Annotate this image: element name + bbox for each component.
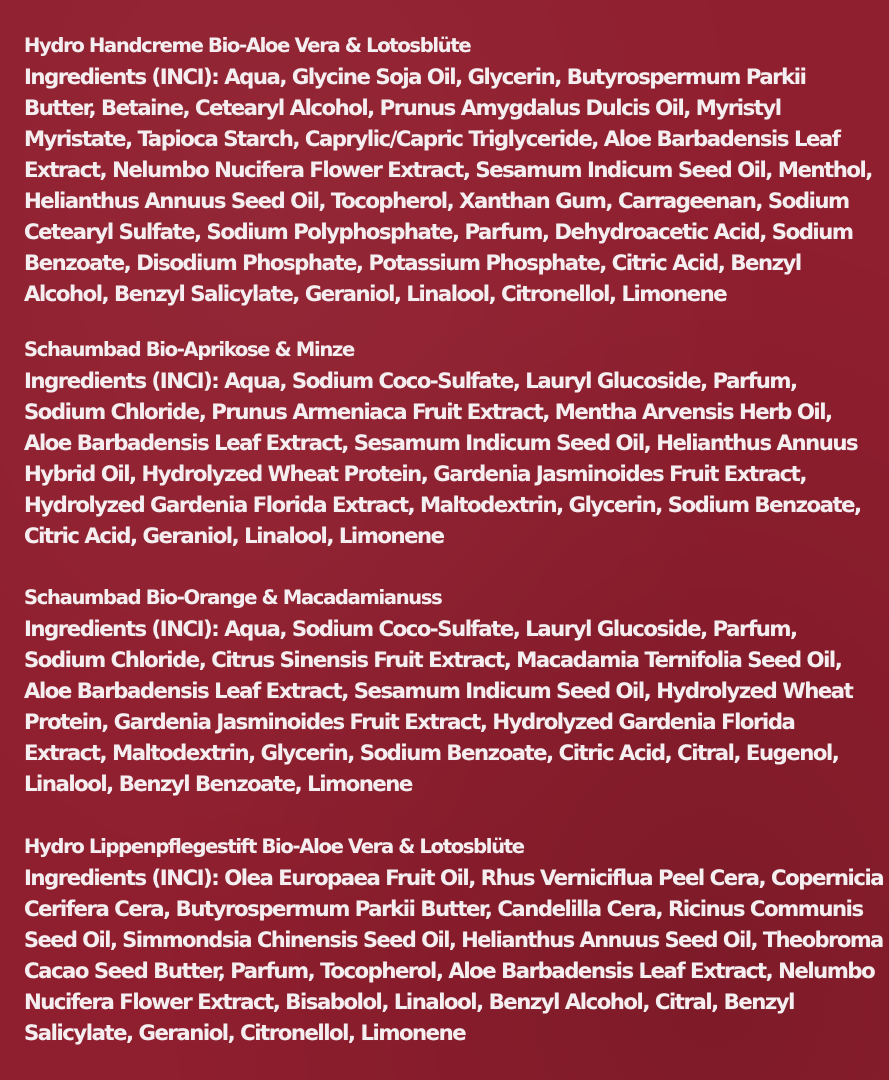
product-title: Schaumbad Bio-Orange & Macadamianuss bbox=[24, 586, 442, 609]
ingredients-line: Cetearyl Sulfate, Sodium Polyphosphate, Parfum, Dehydroacetic Acid, Sodium bbox=[24, 219, 853, 244]
ingredients-line: Aloe Barbadensis Leaf Extract, Sesamum Indicum Seed Oil, Hydrolyzed Wheat bbox=[24, 678, 853, 703]
product-title: Hydro Lippenpflegestift Bio-Aloe Vera & Lotosblüte bbox=[24, 835, 524, 858]
ingredients-line: Cerifera Cera, Butyrospermum Parkii Butter, Candelilla Cera, Ricinus Communis bbox=[24, 896, 863, 921]
ingredients-line: Alcohol, Benzyl Salicylate, Geraniol, Linalool, Citronellol, Limonene bbox=[24, 281, 727, 306]
ingredients-line: Ingredients (INCI): Olea Europaea Fruit Oil, Rhus Verniciflua Peel Cera, Copernicia bbox=[24, 865, 884, 890]
ingredients-line: Helianthus Annuus Seed Oil, Tocopherol, Xanthan Gum, Carrageenan, Sodium bbox=[24, 188, 849, 213]
ingredients-line: Benzoate, Disodium Phosphate, Potassium Phosphate, Citric Acid, Benzyl bbox=[24, 250, 801, 275]
ingredients-line: Citric Acid, Geraniol, Linalool, Limonene bbox=[24, 523, 444, 548]
ingredients-line: Aloe Barbadensis Leaf Extract, Sesamum Indicum Seed Oil, Helianthus Annuus bbox=[24, 430, 858, 455]
ingredients-line: Cacao Seed Butter, Parfum, Tocopherol, Aloe Barbadensis Leaf Extract, Nelumbo bbox=[24, 958, 875, 983]
ingredients-line: Extract, Maltodextrin, Glycerin, Sodium Benzoate, Citric Acid, Citral, Eugenol, bbox=[24, 740, 839, 765]
ingredients-line: Sodium Chloride, Citrus Sinensis Fruit Extract, Macadamia Ternifolia Seed Oil, bbox=[24, 647, 842, 672]
product-title: Schaumbad Bio-Aprikose & Minze bbox=[24, 338, 354, 361]
ingredients-line: Hydrolyzed Gardenia Florida Extract, Maltodextrin, Glycerin, Sodium Benzoate, bbox=[24, 492, 861, 517]
ingredients-line: Nucifera Flower Extract, Bisabolol, Linalool, Benzyl Alcohol, Citral, Benzyl bbox=[24, 989, 794, 1014]
product-section-bubble-bath-orange bbox=[24, 582, 864, 799]
ingredients-line: Protein, Gardenia Jasminoides Fruit Extract, Hydrolyzed Gardenia Florida bbox=[24, 709, 795, 734]
ingredients-line: Butter, Betaine, Cetearyl Alcohol, Prunus Amygdalus Dulcis Oil, Myristyl bbox=[24, 95, 781, 120]
product-section-bubble-bath-apricot bbox=[24, 334, 864, 551]
ingredients-line: Ingredients (INCI): Aqua, Sodium Coco-Sulfate, Lauryl Glucoside, Parfum, bbox=[24, 368, 797, 393]
ingredients-line: Extract, Nelumbo Nucifera Flower Extract, Sesamum Indicum Seed Oil, Menthol, bbox=[24, 157, 872, 182]
ingredients-line: Ingredients (INCI): Aqua, Glycine Soja Oil, Glycerin, Butyrospermum Parkii bbox=[24, 64, 806, 89]
ingredients-line: Seed Oil, Simmondsia Chinensis Seed Oil, Helianthus Annuus Seed Oil, Theobroma bbox=[24, 927, 883, 952]
product-section-hand-cream bbox=[24, 30, 872, 309]
ingredients-line: Myristate, Tapioca Starch, Caprylic/Capric Triglyceride, Aloe Barbadensis Leaf bbox=[24, 126, 840, 151]
ingredients-line: Linalool, Benzyl Benzoate, Limonene bbox=[24, 771, 412, 796]
ingredients-line: Hybrid Oil, Hydrolyzed Wheat Protein, Gardenia Jasminoides Fruit Extract, bbox=[24, 461, 806, 486]
ingredients-line: Salicylate, Geraniol, Citronellol, Limonene bbox=[24, 1020, 466, 1045]
ingredients-line: Ingredients (INCI): Aqua, Sodium Coco-Sulfate, Lauryl Glucoside, Parfum, bbox=[24, 616, 797, 641]
ingredients-line: Sodium Chloride, Prunus Armeniaca Fruit Extract, Mentha Arvensis Herb Oil, bbox=[24, 399, 832, 424]
product-title: Hydro Handcreme Bio-Aloe Vera & Lotosblüte bbox=[24, 34, 471, 57]
product-section-lip-balm bbox=[24, 831, 884, 1048]
